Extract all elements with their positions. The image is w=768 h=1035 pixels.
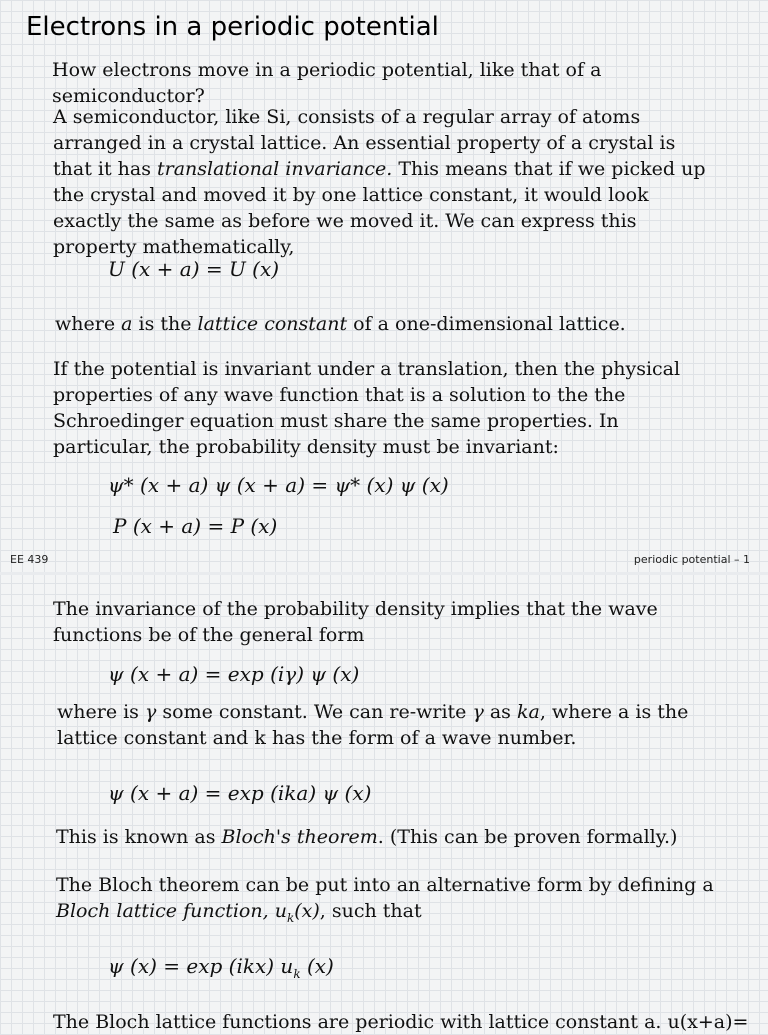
text: This means that if we picked up the crystal and moved it by one lattice constant, it would look exactly the same as before we moved it. We can express this property mathematically, — [53, 158, 706, 258]
equation-potential-periodic: U (x + a) = U (x) — [108, 257, 280, 281]
subscript: k — [293, 967, 301, 981]
paragraph-bloch-theorem — [56, 824, 736, 850]
paragraph-probability-density: If the potential is invariant under a translation, then the physical properties of any wave function that is a solution to the the Schroedinger equation must share the same properties. In particular, the probability density must be invariant: — [53, 358, 681, 458]
paragraph-gamma-constant — [57, 699, 737, 751]
slide-title: Electrons in a periodic potential — [26, 12, 439, 42]
paragraph-lattice-constant — [55, 311, 735, 337]
emphasis: translational invariance. — [156, 158, 393, 180]
equation-bloch-form — [108, 954, 334, 981]
text: . (This can be proven formally.) — [377, 826, 678, 848]
variable: a — [121, 313, 133, 335]
variable: γ — [472, 701, 484, 723]
text: , such that — [319, 900, 422, 922]
text: of a one-dimensional lattice. — [347, 313, 626, 335]
equation-probability-periodic: P (x + a) = P (x) — [113, 514, 278, 538]
text: where is — [57, 701, 145, 723]
text: some constant. We can re-write — [156, 701, 473, 723]
paragraph-general-form: The invariance of the probability density implies that the wave functions be of the general form — [53, 598, 658, 646]
equation-end: (x) — [300, 954, 334, 978]
text: , where a is the lattice constant and k has the form of a wave number. — [57, 701, 689, 749]
paragraph-bloch-lattice-function — [56, 872, 736, 931]
variable: u — [274, 900, 287, 922]
equation-phase-translation: ψ (x + a) = exp (iγ) ψ (x) — [108, 662, 360, 686]
equation-main: ψ (x) = exp (ikx) u — [108, 954, 294, 978]
paragraph-periodic-lattice: The Bloch lattice functions are periodic with lattice constant a. u(x+a)= — [53, 1011, 749, 1033]
equation-bloch-theorem: ψ (x + a) = exp (ika) ψ (x) — [108, 781, 372, 805]
text: A semiconductor, like Si, consists of a regular array of atoms arranged in a crystal lattice. An essential property of a crystal is that it has — [53, 106, 676, 180]
text: The Bloch theorem can be put into an alternative form by defining a — [56, 874, 714, 896]
equation-probability-product: ψ* (x + a) ψ (x + a) = ψ* (x) ψ (x) — [108, 473, 449, 497]
text: is the — [132, 313, 198, 335]
text: as — [483, 701, 517, 723]
slide-2 — [0, 575, 768, 1033]
paragraph-translational-invariance — [53, 104, 718, 260]
footer-page: periodic potential – 1 — [633, 553, 750, 566]
emphasis: Bloch lattice function, — [56, 900, 275, 922]
variable-argument: (x) — [294, 900, 320, 922]
intro-text: How electrons move in a periodic potential, like that of a semiconductor? — [52, 59, 602, 107]
emphasis: lattice constant — [197, 313, 348, 335]
footer-course: EE 439 — [10, 553, 49, 566]
text: This is known as — [56, 826, 222, 848]
variable: γ — [144, 701, 157, 723]
variable: ka — [516, 701, 540, 723]
subscript: k — [286, 910, 295, 925]
emphasis: Bloch's theorem — [221, 826, 378, 848]
text: where — [55, 313, 122, 335]
